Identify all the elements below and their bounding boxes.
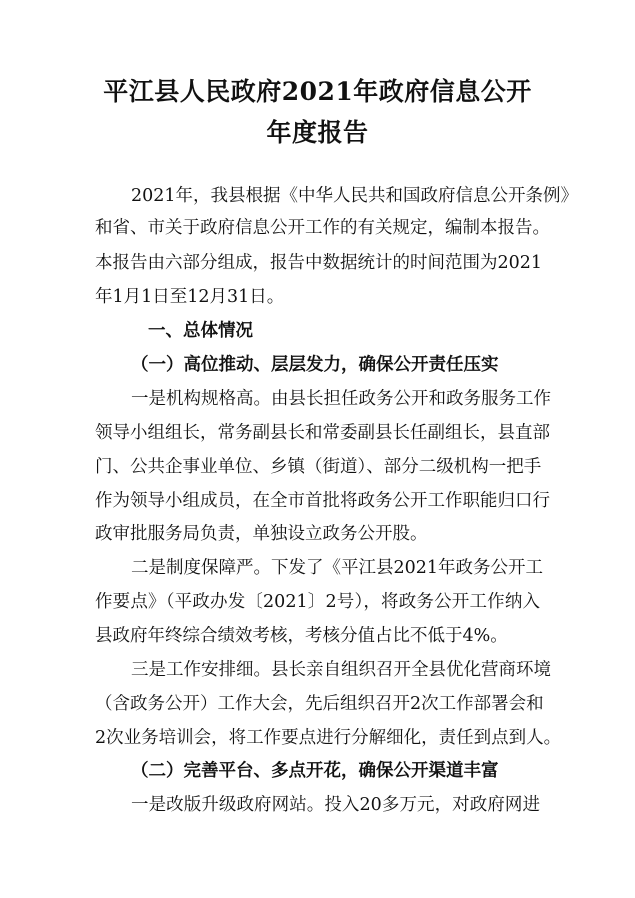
para-c-line-2: （含政务公开）工作大会，先后组织召开2次工作部署会和 bbox=[95, 694, 544, 714]
intro-line-3: 本报告由六部分组成，报告中数据统计的时间范围为2021 bbox=[95, 253, 543, 273]
para-c-line-1: 三是工作安排细。县长亲自组织召开全县优化营商环境 bbox=[131, 660, 551, 680]
intro-line-4: 年1月1日至12月31日。 bbox=[95, 287, 285, 307]
intro-line-1: 2021年，我县根据《中华人民共和国政府信息公开条例》 bbox=[131, 186, 579, 206]
para-b-line-2: 作要点》（平政办发〔2021〕2号），将政务公开工作纳入 bbox=[95, 592, 540, 612]
para-a-line-4: 作为领导小组成员，在全市首批将政务公开工作职能归口行 bbox=[95, 491, 550, 511]
report-title-line-2: 年度报告 bbox=[266, 118, 369, 147]
para-b-line-3: 县政府年终综合绩效考核，考核分值占比不低于4%。 bbox=[95, 626, 508, 646]
para-a-line-2: 领导小组组长，常务副县长和常委副县长任副组长，县直部 bbox=[95, 423, 550, 443]
intro-line-2: 和省、市关于政府信息公开工作的有关规定，编制本报告。 bbox=[95, 218, 550, 238]
para-a-line-1: 一是机构规格高。由县长担任政务公开和政务服务工作 bbox=[131, 389, 551, 409]
para-a-line-3: 门、公共企事业单位、乡镇（街道）、部分二级机构一把手 bbox=[95, 457, 542, 477]
para-b-line-1: 二是制度保障严。下发了《平江县2021年政务公开工 bbox=[131, 558, 544, 578]
para-a-line-5: 政审批服务局负责，单独设立政务公开股。 bbox=[95, 524, 428, 544]
para-d-line-1: 一是改版升级政府网站。投入20多万元，对政府网进 bbox=[131, 795, 540, 815]
section-heading-overview: 一、总体情况 bbox=[148, 321, 253, 341]
subsection-heading-1: （一）高位推动、层层发力，确保公开责任压实 bbox=[131, 355, 499, 375]
subsection-heading-2: （二）完善平台、多点开花，确保公开渠道丰富 bbox=[131, 761, 499, 781]
para-c-line-3: 2次业务培训会，将工作要点进行分解细化，责任到点到人。 bbox=[95, 728, 562, 748]
report-title-line-1: 平江县人民政府2021年政府信息公开 bbox=[103, 77, 532, 106]
